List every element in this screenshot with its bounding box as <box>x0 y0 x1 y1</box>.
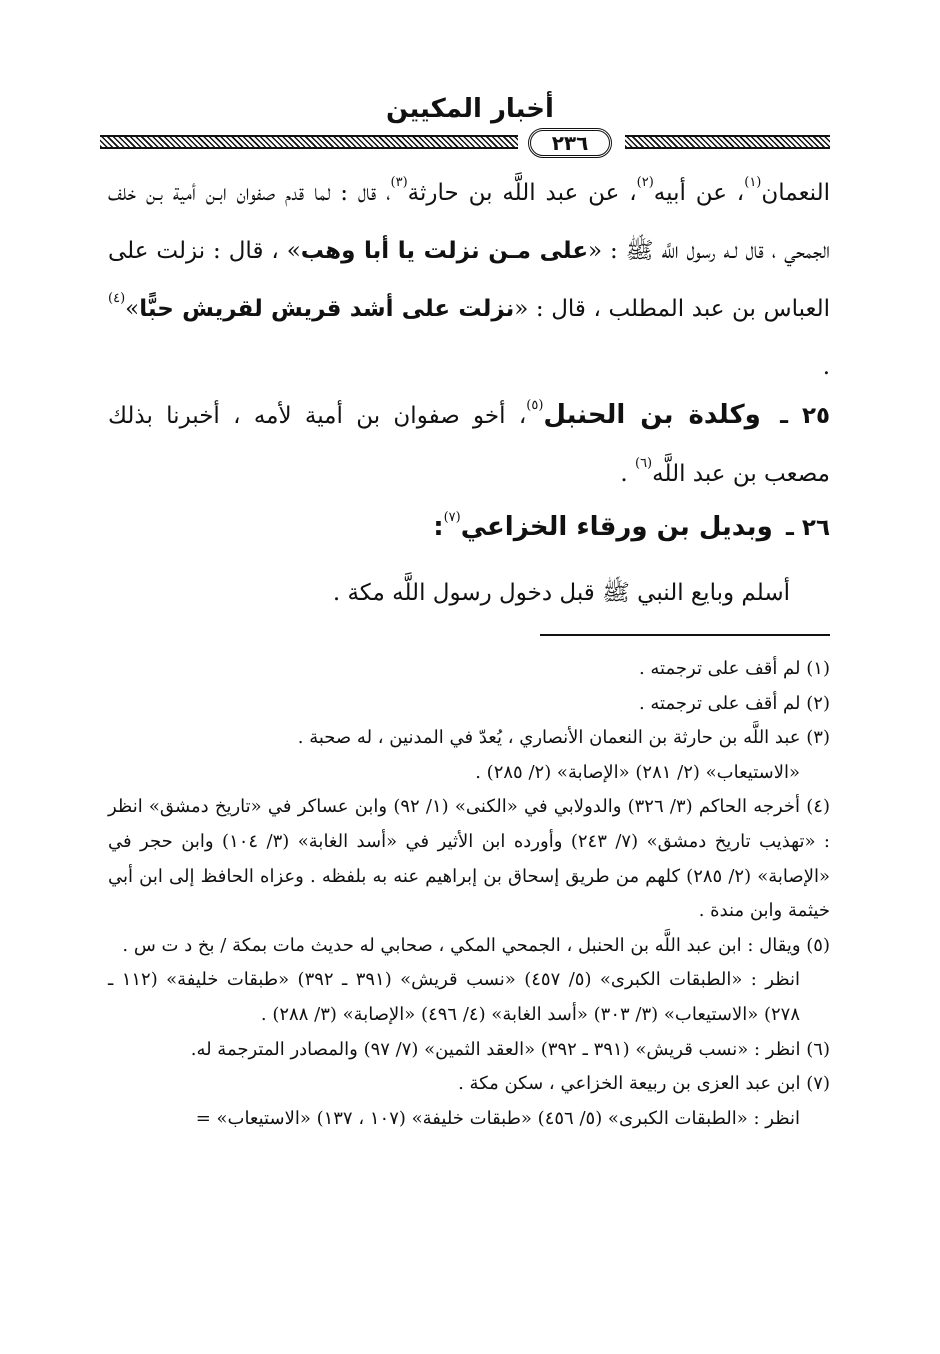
hadith-quote: نزلت على أشد قريش لقريش حبًّا <box>139 296 515 322</box>
footnote-label: (٣) <box>806 727 830 749</box>
intro-text: » ، قال : نزلت على العباس بن عبد المطلب ، قال : « <box>108 238 831 322</box>
intro-text: ، قال : لما قدم صفوان ابـن أمية بـن خلف الجمحي ، قال لـه رسول اللَّه ﷺ : « <box>108 180 830 264</box>
header-rule-left <box>100 135 518 149</box>
intro-text: . <box>822 354 830 380</box>
footnote-text: انظر : «نسب قريش» (٣٩١ ـ ٣٩٢) «العقد الثمين» (٧/ ٩٧) والمصادر المترجمة له. <box>190 1038 801 1060</box>
footnote-ref-7: (٧) <box>443 510 461 525</box>
footnote-text: أخرجه الحاكم (٣/ ٣٢٦) والدولابي في «الكنى» (١/ ٩٢) وابن عساكر في «تاريخ دمشق» انظر : «تهذيب تاريخ دمشق» (٧/ ٢٤٣) وأورده ابن الأثير في «أسد الغابة» (٣/ ١٠٤) وابن حجر في «الإصابة» (٢/ ٢٨٥) كلهم من طريق إسحاق بن إبراهيم عنه به بلفظه . وعزاه الحافظ إلى ابن أبي خيثمة وابن مندة . <box>108 796 830 922</box>
intro-text: ، عن أبيه <box>653 180 745 206</box>
header-ornament-rule <box>100 128 830 158</box>
footnotes <box>108 652 830 1136</box>
footnote-text: لم أقف على ترجمته . <box>638 658 801 679</box>
running-title: أخبار المكيين <box>386 94 554 124</box>
footnote-text: ابن عبد العزى بن ربيعة الخزاعي ، سكن مكة . <box>458 1073 801 1095</box>
hadith-quote: على مـن نزلت يا أبا وهب <box>300 238 589 264</box>
footnote-2 <box>108 687 830 722</box>
footnote-7 <box>108 1067 830 1136</box>
intro-text: النعمان <box>761 180 831 206</box>
entry-25 <box>108 386 830 503</box>
intro-text: ، عن عبد اللَّه بن حارثة <box>407 180 637 206</box>
entry-text: . <box>620 461 635 487</box>
footnote-text: عبد اللَّه بن حارثة بن النعمان الأنصاري ، يُعدّ في المدنين ، له صحبة . <box>297 727 801 749</box>
footnote-label: (٥) <box>806 934 830 956</box>
footnote-label: (٢) <box>806 692 830 714</box>
entry-number: ٢٥ ـ <box>780 403 831 429</box>
footnote-text: ويقال : ابن عبد اللَّه بن الحنبل ، الجمحي المكي ، صحابي له حديث مات بمكة / بخ د ت س . <box>122 934 801 956</box>
footnote-ref-3: (٣) <box>390 175 408 190</box>
footnote-3 <box>108 721 830 790</box>
footnote-6 <box>108 1033 830 1068</box>
entry-name: وكلدة بن الحنبل <box>543 400 761 430</box>
footnote-4 <box>108 790 830 928</box>
footnote-ref-4: (٤) <box>108 291 126 306</box>
header-rule-right <box>625 135 830 149</box>
entry-26 <box>108 498 830 557</box>
footnote-separator <box>540 634 830 636</box>
footnote-ref-5: (٥) <box>526 398 544 413</box>
entry-number: ٢٦ ـ <box>786 515 830 541</box>
footnote-label: (٧) <box>806 1073 830 1095</box>
footnote-label: (١) <box>806 658 830 679</box>
intro-text: » <box>125 296 140 322</box>
footnote-ref-2: (٢) <box>636 175 654 190</box>
footnote-text-cont: انظر : «الطبقات الكبرى» (٥/ ٤٥٦) «طبقات خليفة» (١٠٧ ، ١٣٧) «الاستيعاب» = <box>195 1107 800 1129</box>
footnote-text: لم أقف على ترجمته . <box>638 692 801 714</box>
footnote-text-cont: انظر : «الطبقات الكبرى» (٥/ ٤٥٧) «نسب قريش» (٣٩١ ـ ٣٩٢) «طبقات خليفة» (١١٢ ـ ٢٧٨) «الاستيعاب» (٣/ ٣٠٣) «أسد الغابة» (٤/ ٤٩٦) «الإصابة» (٣/ ٢٨٨) . <box>108 969 800 1025</box>
entry-text: ، أخو صفوان بن أمية لأمه ، أخبرنا بذلك مصعب بن عبد اللَّه <box>108 403 830 487</box>
page-number: ٢٣٦ <box>528 128 612 158</box>
footnote-5 <box>108 929 830 1033</box>
footnote-label: (٦) <box>806 1038 830 1060</box>
entry-name: وبديل بن ورقاء الخزاعي <box>460 512 773 542</box>
footnote-ref-6: (٦) <box>634 456 653 471</box>
footnote-text-cont: «الاستيعاب» (٢/ ٢٨١) «الإصابة» (٢/ ٢٨٥) . <box>475 761 800 783</box>
main-paragraph <box>108 164 830 396</box>
footnote-label: (٤) <box>806 796 830 818</box>
footnote-ref-1: (١) <box>744 175 762 190</box>
footnote-1 <box>108 652 830 687</box>
entry-26-text: أسلم وبايع النبي ﷺ قبل دخول رسول اللَّه مكة . <box>332 580 790 606</box>
entry-colon: : <box>433 512 444 542</box>
